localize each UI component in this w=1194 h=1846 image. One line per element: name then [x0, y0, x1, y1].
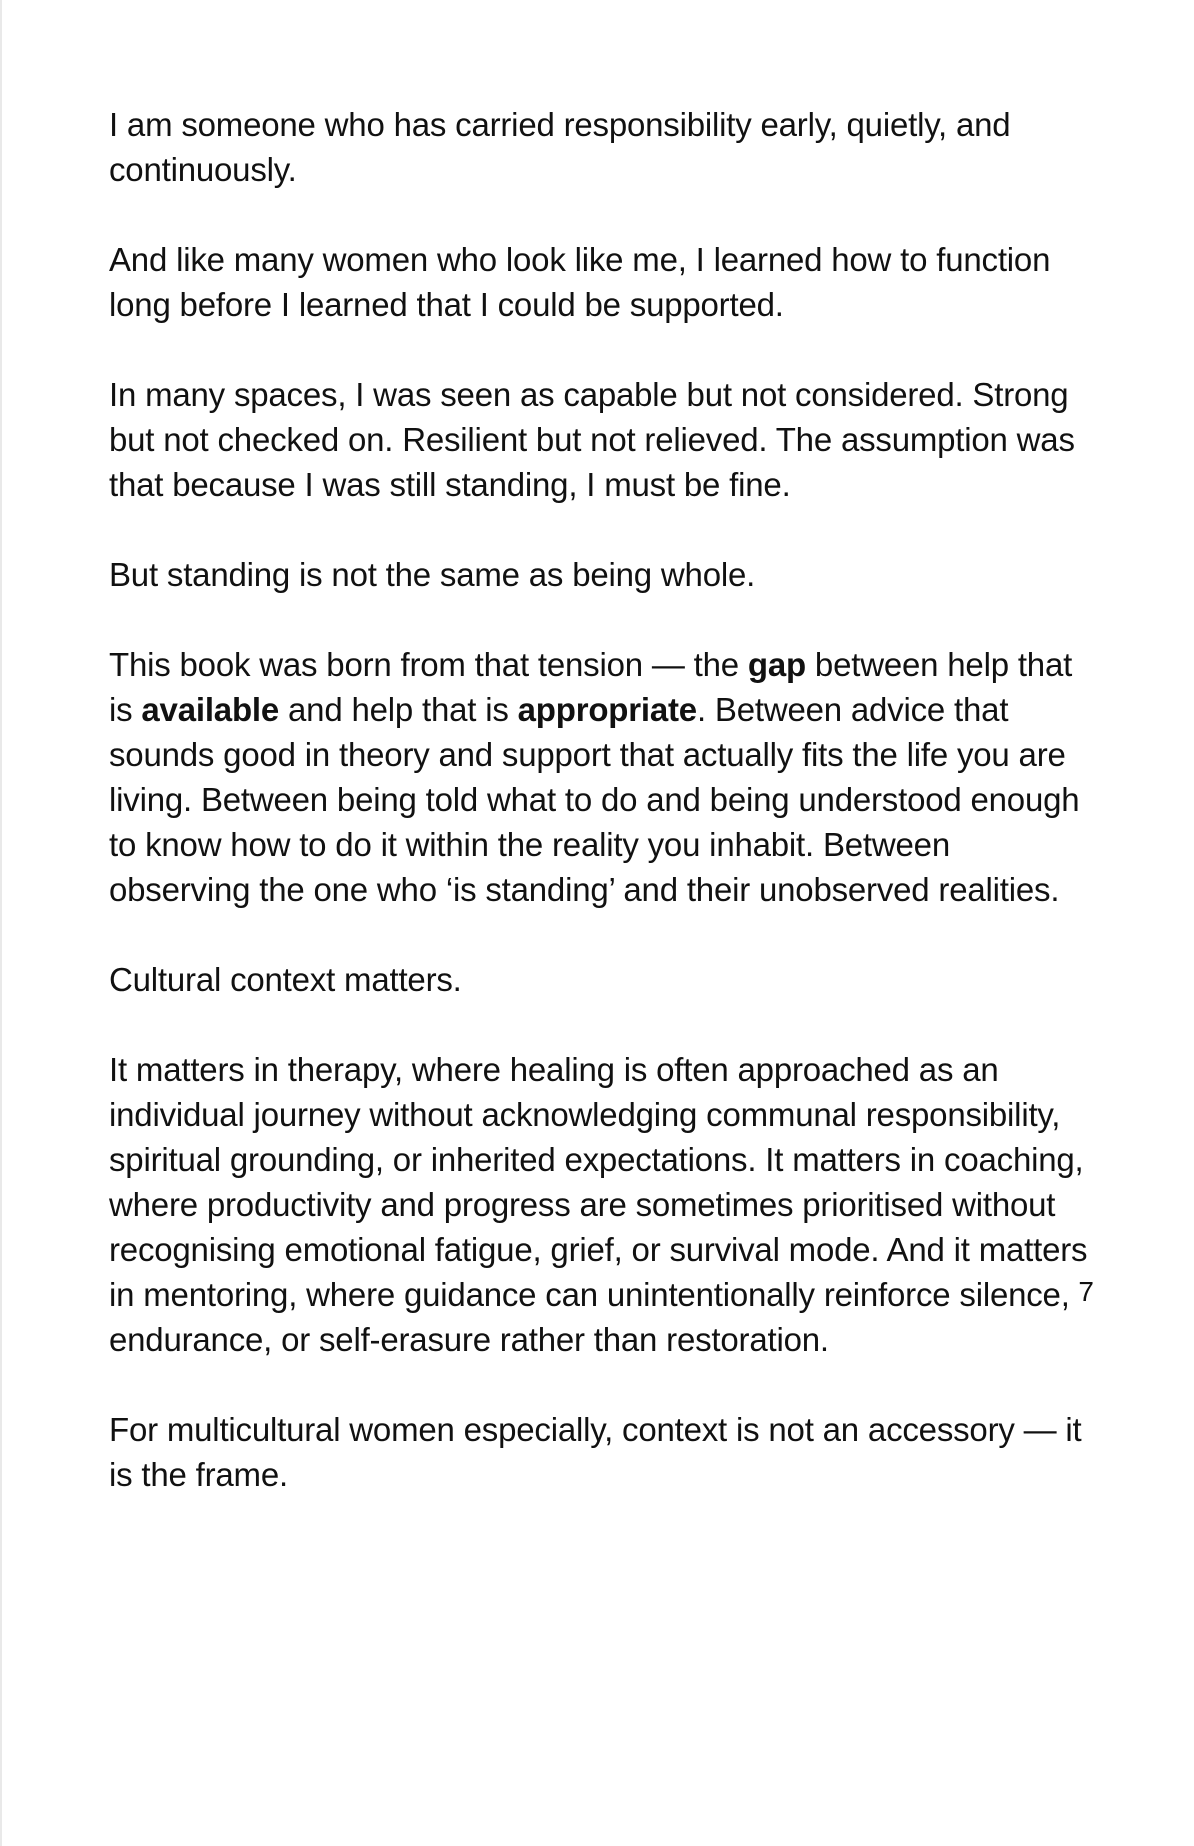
paragraph-7: It matters in therapy, where healing is often approached as an individual journey without acknowledging communal responsibility, spiritual grounding, or inherited expectations. It matters in coaching, where productivity and progress are sometimes prioritised without recognising emotional fatigue, grief, or survival mode. And it matters in mentoring, where guidance can unintentionally reinforce silence, endurance, or self-erasure rather than restoration.	[109, 1051, 1088, 1358]
paragraph-1: I am someone who has carried responsibility early, quietly, and continuously.	[109, 106, 1011, 188]
paragraph-2: And like many women who look like me, I learned how to function long before I learned that I could be supported.	[109, 241, 1051, 323]
emphasis-available: available	[141, 691, 280, 728]
page-number: 7	[1078, 1276, 1094, 1307]
paragraph-5-text-c: between help that is	[109, 646, 1073, 728]
paragraph-5-text-e: and help that is	[279, 691, 518, 728]
paragraph-5	[109, 642, 1094, 912]
emphasis-appropriate: appropriate	[517, 691, 697, 728]
paragraph-3: In many spaces, I was seen as capable but not considered. Strong but not checked on. Resilient but not relieved. The assumption was that because I was still standing, I must be fine.	[109, 376, 1075, 503]
paragraph-4: But standing is not the same as being whole.	[109, 556, 756, 593]
paragraph-5-text-a: This book was born from that tension — the	[109, 646, 748, 683]
paragraph-5-text-g: . Between advice that sounds good in theory and support that actually fits the life you are living. Between being told what to do and being understood enough to know how to do it within the reality you inhabit. Between observing the one who ‘is standing’ and their unobserved realities.	[109, 691, 1080, 908]
page-body	[109, 102, 1094, 1542]
emphasis-gap: gap	[747, 646, 806, 683]
paragraph-8: For multicultural women especially, context is not an accessory — it is the frame.	[109, 1411, 1082, 1493]
paragraph-6: Cultural context matters.	[109, 961, 462, 998]
